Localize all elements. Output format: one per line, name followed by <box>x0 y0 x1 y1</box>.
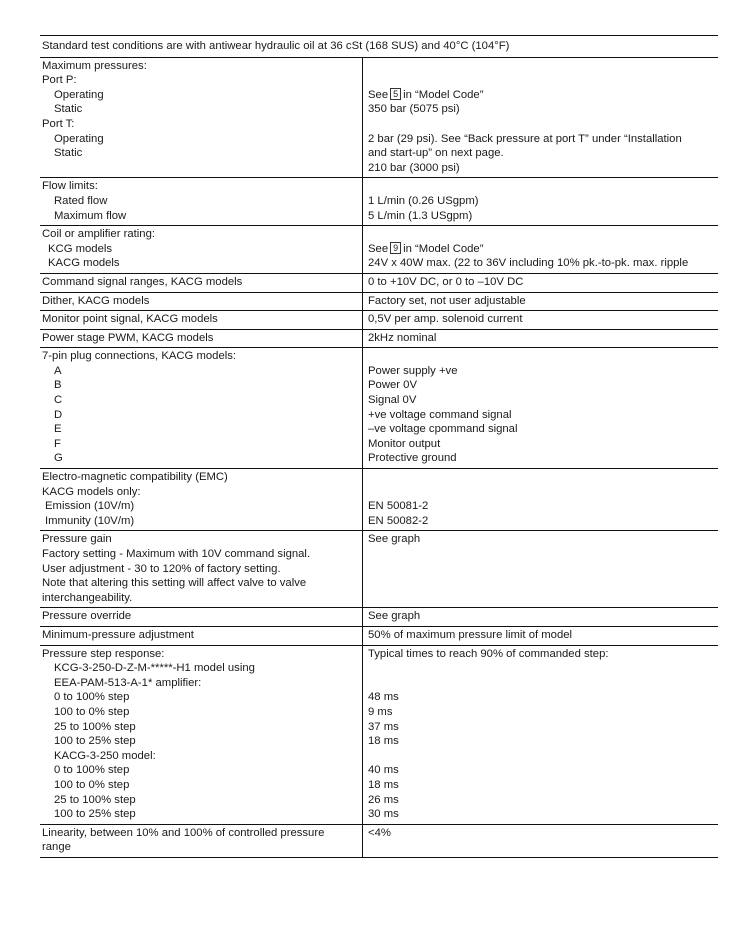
model-label: KACG-3-250 model: <box>54 749 156 762</box>
step-label: 0 to 100% step <box>54 764 130 777</box>
port-p-static-label: Static <box>54 103 83 116</box>
spec-label <box>40 469 363 531</box>
model-code-ref-box: 5 <box>390 88 401 100</box>
gain-note: interchangeability. <box>42 591 133 604</box>
port-p-operating-label: Operating <box>54 88 104 101</box>
gain-note: User adjustment - 30 to 120% of factory setting. <box>42 562 281 575</box>
kcg-models-value: See 9 in “Model Code” <box>368 242 484 255</box>
spec-value: 50% of maximum pressure limit of model <box>368 628 573 641</box>
linearity-label-cont: range <box>42 841 71 854</box>
step-time: 30 ms <box>368 808 399 821</box>
model-code-ref-box: 9 <box>390 242 401 254</box>
row-title: Flow limits: <box>42 180 98 193</box>
port-p-operating-value: See 5 in “Model Code” <box>368 88 484 101</box>
spec-value <box>363 348 719 469</box>
table-row-pressure-gain <box>40 531 718 608</box>
spec-value <box>363 469 719 531</box>
step-time: 26 ms <box>368 793 399 806</box>
row-title: 7-pin plug connections, KACG models: <box>42 350 237 363</box>
spec-value: See graph <box>368 533 421 546</box>
row-title: Pressure step response: <box>42 647 165 660</box>
pin-label: F <box>54 437 61 450</box>
pin-function: Monitor output <box>368 437 441 450</box>
step-time: 40 ms <box>368 764 399 777</box>
pin-label: A <box>54 364 62 377</box>
spec-label: Minimum-pressure adjustment <box>40 626 363 645</box>
step-label: 25 to 100% step <box>54 793 136 806</box>
spec-value <box>363 178 719 226</box>
model-label: EEA-PAM-513-A-1* amplifier: <box>54 676 202 689</box>
table-row-monitor-signal <box>40 311 718 330</box>
port-p-static-value: 350 bar (5075 psi) <box>368 103 460 116</box>
spec-label <box>40 226 363 274</box>
step-time: 37 ms <box>368 720 399 733</box>
spec-label: Power stage PWM, KACG models <box>40 329 363 348</box>
spec-label <box>40 645 363 824</box>
row-subtitle: KACG models only: <box>42 485 141 498</box>
pin-function: +ve voltage command signal <box>368 408 512 421</box>
step-label: 100 to 0% step <box>54 778 130 791</box>
table-row-dither <box>40 292 718 311</box>
row-title: Electro-magnetic compatibility (EMC) <box>42 471 228 484</box>
pin-function: –ve voltage cpommand signal <box>368 423 518 436</box>
spec-value: Factory set, not user adjustable <box>368 294 526 307</box>
test-conditions-header: Standard test conditions are with antiwear hydraulic oil at 36 cSt (168 SUS) and 40°C (104°F) <box>40 35 718 57</box>
spec-label <box>40 57 363 178</box>
spec-label <box>40 348 363 469</box>
spec-label: Monitor point signal, KACG models <box>40 311 363 330</box>
spec-label <box>40 178 363 226</box>
step-label: 100 to 25% step <box>54 808 136 821</box>
table-row-command-signal <box>40 273 718 292</box>
table-row-max-pressures <box>40 57 718 178</box>
table-row-emc <box>40 469 718 531</box>
spec-value <box>363 226 719 274</box>
spec-value <box>363 57 719 178</box>
step-time: 9 ms <box>368 705 393 718</box>
step-label: 100 to 0% step <box>54 705 130 718</box>
pin-label: C <box>54 394 63 407</box>
port-t-static-value: 210 bar (3000 psi) <box>368 161 460 174</box>
gain-note: Factory setting - Maximum with 10V command signal. <box>42 548 311 560</box>
model-label: KCG-3-250-D-Z-M-*****-H1 model using <box>54 662 255 675</box>
step-label: 100 to 25% step <box>54 735 136 748</box>
table-row-min-pressure <box>40 626 718 645</box>
pin-label: G <box>54 452 63 465</box>
spec-value: 0,5V per amp. solenoid current <box>368 313 523 326</box>
pin-label: E <box>54 423 62 436</box>
step-label: 25 to 100% step <box>54 720 136 733</box>
kacg-models-value: 24V x 40W max. (22 to 36V including 10% pk.-to-pk. max. ripple <box>368 257 689 270</box>
spec-value: 0 to +10V DC, or 0 to –10V DC <box>368 275 524 288</box>
table-row-flow-limits <box>40 178 718 226</box>
max-flow-value: 5 L/min (1.3 USgpm) <box>368 209 473 222</box>
row-title: Coil or amplifier rating: <box>42 228 156 241</box>
spec-value: See graph <box>368 610 421 623</box>
table-row-linearity <box>40 824 718 857</box>
spec-value <box>363 645 719 824</box>
step-value-title: Typical times to reach 90% of commanded step: <box>368 647 609 660</box>
step-time: 18 ms <box>368 778 399 791</box>
emission-value: EN 50081-2 <box>368 500 429 513</box>
spec-label <box>40 531 363 608</box>
pin-function: Power supply +ve <box>368 364 458 377</box>
linearity-label: Linearity, between 10% and 100% of controlled pressure <box>42 826 325 839</box>
spec-value: <4% <box>368 826 391 839</box>
port-t-operating-label: Operating <box>54 132 104 145</box>
table-row-step-response <box>40 645 718 824</box>
spec-table <box>40 57 718 858</box>
rated-flow-value: 1 L/min (0.26 USgpm) <box>368 194 479 207</box>
spec-document <box>40 35 718 858</box>
immunity-value: EN 50082-2 <box>368 514 429 527</box>
port-t-label: Port T: <box>42 117 75 130</box>
spec-label: Dither, KACG models <box>40 292 363 311</box>
pin-label: D <box>54 408 63 421</box>
spec-label: Pressure override <box>40 608 363 627</box>
spec-value: 2kHz nominal <box>368 331 437 344</box>
port-t-operating-value: 2 bar (29 psi). See “Back pressure at port T” under “Installation <box>368 132 682 145</box>
kcg-models-label: KCG models <box>48 242 113 255</box>
pin-function: Protective ground <box>368 452 457 465</box>
immunity-label: Immunity (10V/m) <box>45 514 135 527</box>
max-flow-label: Maximum flow <box>54 209 127 222</box>
table-row-plug-connections <box>40 348 718 469</box>
rated-flow-label: Rated flow <box>54 194 108 207</box>
gain-note: Note that altering this setting will affect valve to valve <box>42 577 307 590</box>
table-row-coil-rating <box>40 226 718 274</box>
port-t-operating-value-cont: and start-up” on next page. <box>368 147 504 160</box>
pin-label: B <box>54 379 62 392</box>
port-t-static-label: Static <box>54 147 83 160</box>
spec-label: Command signal ranges, KACG models <box>40 273 363 292</box>
kacg-models-label: KACG models <box>48 257 120 270</box>
step-label: 0 to 100% step <box>54 691 130 704</box>
table-row-pwm <box>40 329 718 348</box>
row-title: Maximum pressures: <box>42 59 147 72</box>
pin-function: Power 0V <box>368 379 417 392</box>
step-time: 48 ms <box>368 691 399 704</box>
emission-label: Emission (10V/m) <box>45 500 135 513</box>
step-time: 18 ms <box>368 735 399 748</box>
table-row-pressure-override <box>40 608 718 627</box>
port-p-label: Port P: <box>42 74 77 87</box>
spec-label <box>40 824 363 857</box>
row-title: Pressure gain <box>42 533 112 546</box>
pin-function: Signal 0V <box>368 394 417 407</box>
